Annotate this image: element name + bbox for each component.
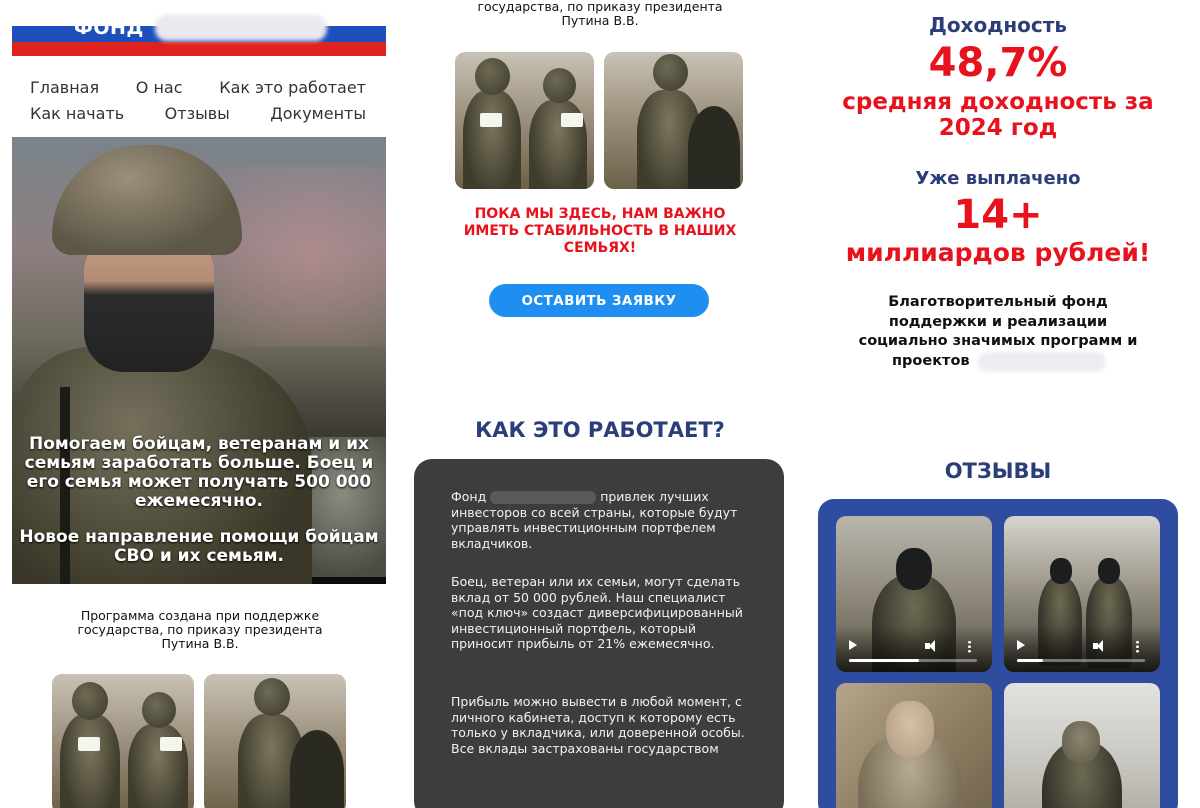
reviews-panel: [818, 499, 1178, 808]
how-p1-start: Фонд: [451, 489, 487, 504]
paid-title: Уже выплачено: [915, 168, 1081, 189]
paid-value: 14+: [953, 192, 1043, 238]
nav-home[interactable]: Главная: [30, 77, 100, 97]
photo-soldiers-reading: [52, 674, 194, 808]
video-progress-fill: [1017, 659, 1043, 662]
video-progress-track[interactable]: [1017, 659, 1145, 662]
volume-icon[interactable]: [1093, 640, 1107, 652]
yield-subtitle: средняя доходность за 2024 год: [842, 89, 1154, 141]
review-video-4[interactable]: [1004, 683, 1160, 808]
about-line-2: поддержки и реализации: [888, 313, 1108, 330]
review-video-3[interactable]: [836, 683, 992, 808]
photo-soldier-on-tank-2: [604, 52, 743, 189]
helmet-image: [52, 145, 242, 255]
volume-icon[interactable]: [925, 640, 939, 652]
program-caption: Программа создана при поддержке государства, по приказу президента Путина В.В.: [77, 608, 323, 651]
right-column: [800, 0, 1200, 808]
about-line-4: проектов: [892, 352, 970, 369]
blurred-fund-name-inline: [490, 491, 596, 504]
photo-soldier-on-tank: [204, 674, 346, 808]
main-nav: [18, 74, 378, 126]
play-icon[interactable]: [849, 640, 857, 650]
left-column: [0, 0, 400, 808]
hero-banner: [12, 137, 386, 584]
reviews-title: ОТЗЫВЫ: [944, 459, 1052, 483]
nav-about[interactable]: О нас: [135, 77, 183, 97]
how-it-works-card: [414, 459, 784, 808]
nav-how-to-start[interactable]: Как начать: [30, 103, 125, 123]
about-line-1: Благотворительный фонд: [888, 294, 1108, 310]
how-it-works-title: КАК ЭТО РАБОТАЕТ?: [475, 418, 725, 442]
more-options-icon[interactable]: [1136, 640, 1139, 653]
hero-headline: Помогаем бойцам, ветеранам и их семьям заработать больше. Боец и его семья может получать 500 000 ежемесячно.: [24, 434, 374, 511]
brand-name: ФОНД: [74, 17, 144, 39]
nav-row-1: [18, 74, 378, 100]
middle-column: [400, 0, 800, 808]
how-paragraph-2: Боец, ветеран или их семьи, могут сделать вклад от 50 000 рублей. Наш специалист «под ключ» создаст диверсифицированный инвестиционный портфель, который приносит прибыль от 21% ежемесячно.: [451, 574, 743, 651]
more-options-icon[interactable]: [968, 640, 971, 653]
video-progress-track[interactable]: [849, 659, 977, 662]
video-progress-fill: [849, 659, 919, 662]
nav-reviews[interactable]: Отзывы: [164, 103, 230, 123]
about-line-3: социально значимых программ и: [858, 333, 1138, 349]
stability-warning: ПОКА МЫ ЗДЕСЬ, НАМ ВАЖНО ИМЕТЬ СТАБИЛЬНОСТЬ В НАШИХ СЕМЬЯХ!: [463, 206, 737, 256]
photo-soldiers-reading-2: [455, 52, 594, 189]
nav-how-it-works[interactable]: Как это работает: [219, 77, 366, 97]
how-paragraph-3: Прибыль можно вывести в любой момент, с личного кабинета, доступ к которому есть только у вкладчика, или доверенной особы. Все вклады застрахованы государством: [451, 694, 745, 756]
nav-documents[interactable]: Документы: [270, 103, 366, 123]
play-icon[interactable]: [1017, 640, 1025, 650]
submit-application-button[interactable]: ОСТАВИТЬ ЗАЯВКУ: [489, 284, 709, 317]
blurred-project-name: [978, 352, 1106, 372]
blurred-fund-name: [155, 15, 327, 41]
how-paragraph-1: [451, 489, 761, 551]
paid-unit: миллиардов рублей!: [845, 238, 1151, 267]
review-video-1[interactable]: [836, 516, 992, 672]
yield-value: 48,7%: [928, 40, 1068, 86]
hero-subheadline: Новое направление помощи бойцам СВО и их семьям.: [19, 527, 379, 566]
review-video-2[interactable]: [1004, 516, 1160, 672]
nav-row-2: [18, 100, 378, 126]
how-p1-end: привлек лучших инвесторов со всей страны, которые будут управлять инвестиционным портфелем вкладчиков.: [451, 489, 738, 551]
yield-title: Доходность: [929, 13, 1067, 37]
program-caption-repeat: государства, по приказу президента Путина В.В.: [477, 0, 723, 28]
